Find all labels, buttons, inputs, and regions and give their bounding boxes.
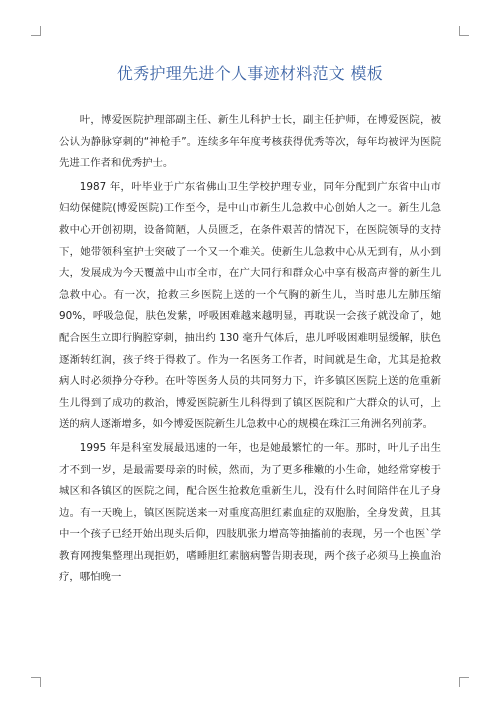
margin-mark-top-left [31,26,41,36]
document-title: 优秀护理先进个人事迹材料范文 模板 [116,64,384,83]
paragraph-intro: 叶，博爱医院护理部副主任、新生儿科护士长，副主任护师，在博爱医院，被公认为静脉穿刺的“神枪手”。连续多年年度考核获得优秀等次，每年均被评为医院先进工作者和优秀护士。 [59,114,441,170]
margin-mark-bottom-right [459,677,469,687]
paragraph-1987: 1987 年，叶毕业于广东省佛山卫生学校护理专业，同年分配到广东省中山市妇幼保健院(博爱医院)工作至今，是中山市新生儿急救中心创始人之一。新生儿急救中心开创初期，设备简陋，人员匮乏，在条件艰苦的情况下，在医院领导的支持下，她带领科室护士突破了一个又一个难关。使新生儿急救中心从无到有，从小到大，发展成为今天覆盖中山市全市，在广大同行和群众心中享有极高声誉的新生儿急救中心。有一次，抢救三乡医院上送的一个气胸的新生儿，当时患儿左肺压缩 90%，呼吸急促，肤色发紫，呼吸困难越来越明显，再耽误一会孩子就没命了，她配合医生立即行胸腔穿刺，抽出约 130 毫升气体后，患儿呼吸困难明显缓解，肤色逐渐转红润，孩子终于得救了。作为一名医务工作者，时间就是生命，尤其是抢救病人时必须挣分夺秒。在叶等医务人员的共同努力下，许多镇区医院上送的危重新生儿得到了成功的救治，博爱医院新生儿科得到了镇区医院和广大群众的认可，上送的病人逐渐增多，如今博爱医院新生儿急救中心的规模在珠江三角洲名列前茅。 [59,180,441,431]
paragraph-1995: 1995 年是科室发展最迅速的一年，也是她最繁忙的一年。那时，叶儿子出生才不到一岁，是最需要母亲的时候，然而，为了更多稚嫩的小生命，她经常穿梭于城区和各镇区的医院之间，配合医生抢救危重新生儿，没有什么时间陪伴在儿子身边。有一天晚上，镇区医院送来一对重度高胆红素血症的双胞胎，全身发黄，且其中一个孩子已经开始出现头后仰，四肢肌张力增高等抽搐前的表现，另一个也医`学教育网搜集整理出现拒奶，嗜睡胆红素脑病警告期表现，两个孩子必须马上换血治疗，哪怕晚一 [59,441,441,584]
margin-mark-top-right [459,26,469,36]
document-body [59,110,441,591]
margin-mark-bottom-left [31,677,41,687]
